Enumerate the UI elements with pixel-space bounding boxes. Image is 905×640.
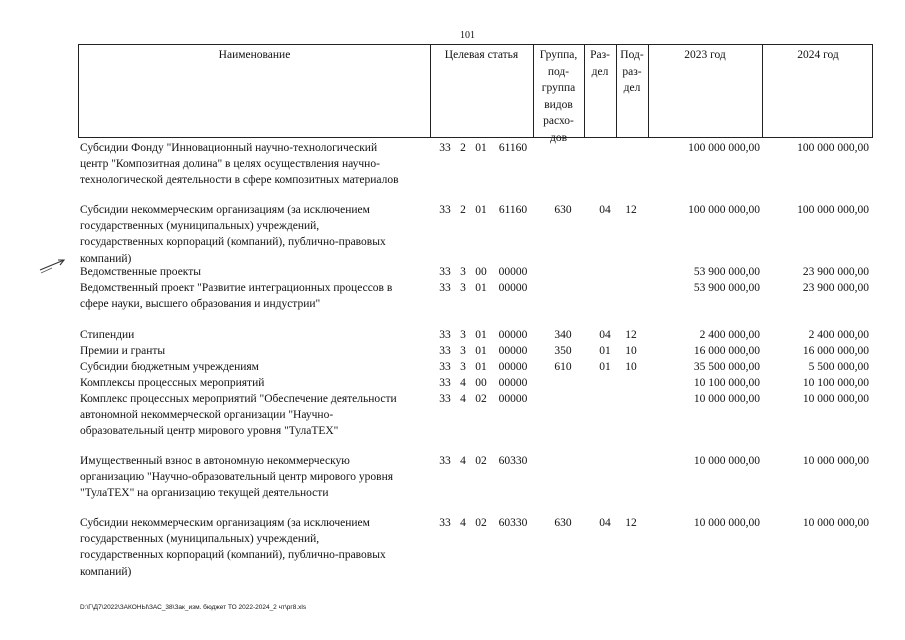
header-line: дов [549,131,568,144]
cell-c2: 3 [460,329,466,341]
row-name-line: технологической деятельности в сфере композитных материалов [80,174,399,187]
cell-v2024: 23 900 000,00 [802,282,869,294]
row-name-line: образовательный центр мирового уровня "ТулаТЕХ" [80,425,339,438]
row-name-line: организацию "Научно-образовательный центр мирового уровня [80,471,394,484]
cell-c4: 00000 [498,282,528,294]
cell-c3: 00 [475,377,487,389]
row-name-line: Ведомственный проект "Развитие интеграционных процессов в [80,282,393,294]
cell-c4: 60330 [498,455,528,467]
cell-c2: 4 [460,377,466,389]
cell-v2024: 16 000 000,00 [802,345,869,357]
cell-c1: 33 [439,142,451,154]
cell-sec: 01 [599,345,611,357]
cell-c3: 00 [475,266,487,278]
cell-c3: 01 [475,329,487,341]
cell-sub: 12 [625,204,637,216]
header-line: под- [547,65,570,78]
header-line: дел [623,82,641,94]
cell-c1: 33 [439,329,451,341]
row-name-line: государственных корпораций (компаний), публично-правовых [80,236,386,249]
cell-c4: 00000 [498,393,528,405]
cell-c2: 3 [460,282,466,294]
cell-c2: 3 [460,266,466,278]
cell-v2023: 35 500 000,00 [693,361,760,373]
cell-v2024: 23 900 000,00 [802,266,869,278]
row-name-line: компаний) [80,565,132,578]
cell-sub: 12 [625,517,637,529]
row-name-line: государственных (муниципальных) учреждений, [80,220,320,233]
cell-c1: 33 [439,204,451,216]
cell-v2024: 10 000 000,00 [802,455,869,467]
cell-v2024: 10 000 000,00 [802,517,869,529]
cell-v2023: 10 000 000,00 [693,393,760,405]
cell-c3: 02 [475,517,487,529]
cell-v2023: 16 000 000,00 [693,345,760,357]
header-section [584,47,616,80]
row-name-line: "ТулаТЕХ" на организацию текущей деятельности [80,487,329,500]
cell-c1: 33 [439,455,451,467]
row-name-line: государственных корпораций (компаний), публично-правовых [80,549,386,562]
header-line: дел [591,65,609,78]
cell-v2023: 53 900 000,00 [693,282,760,294]
cell-sub: 12 [625,329,637,341]
header-line: группа [541,82,576,94]
header-line: Группа, [539,49,578,61]
row-name-line: центр "Композитная долина" в целях осуществления научно- [80,158,380,171]
row-name-line: Субсидии Фонду "Инновационный научно-технологический [80,142,378,154]
cell-sec: 01 [599,361,611,373]
cell-c2: 3 [460,361,466,373]
cell-c1: 33 [439,517,451,529]
header-2023: 2023 год [684,49,726,61]
cell-v2023: 10 000 000,00 [693,455,760,467]
cell-grp: 630 [554,517,572,529]
cell-c2: 4 [460,455,466,467]
cell-c4: 61160 [498,142,528,154]
cell-v2023: 53 900 000,00 [693,266,760,278]
cell-grp: 610 [554,361,572,373]
cell-c4: 00000 [498,329,528,341]
cell-c4: 61160 [498,204,528,216]
cell-c4: 00000 [498,361,528,373]
cell-v2024: 10 000 000,00 [802,393,869,405]
cell-c2: 3 [460,345,466,357]
cell-c3: 01 [475,142,487,154]
cell-c2: 4 [460,393,466,405]
cell-grp: 340 [554,329,572,341]
handwritten-arrow-icon [38,254,68,276]
cell-grp: 350 [554,345,572,357]
cell-c1: 33 [439,345,451,357]
header-subsection [616,47,648,97]
cell-c4: 00000 [498,345,528,357]
header-group [533,47,584,146]
row-name-line: Имущественный взнос в автономную некоммерческую [80,455,350,467]
cell-v2024: 5 500 000,00 [808,361,869,373]
cell-c3: 02 [475,393,487,405]
cell-c4: 00000 [498,266,528,278]
cell-c3: 01 [475,282,487,294]
row-name-line: Субсидии бюджетным учреждениям [80,361,259,373]
cell-c2: 4 [460,517,466,529]
cell-sub: 10 [625,361,637,373]
cell-c2: 2 [460,142,466,154]
header-line: видов [544,98,573,111]
row-name-line: Комплекс процессных мероприятий "Обеспечение деятельности [80,393,397,405]
cell-grp: 630 [554,204,572,216]
cell-c4: 60330 [498,517,528,529]
header-target: Целевая статья [444,49,519,61]
cell-c1: 33 [439,266,451,278]
cell-sub: 10 [625,345,637,357]
cell-c1: 33 [439,393,451,405]
cell-c1: 33 [439,361,451,373]
header-2024: 2024 год [797,49,839,61]
cell-v2023: 10 000 000,00 [693,517,760,529]
cell-sec: 04 [599,329,611,341]
cell-sec: 04 [599,517,611,529]
cell-c3: 02 [475,455,487,467]
header-line: Под- [620,49,644,61]
cell-v2024: 10 100 000,00 [802,377,869,389]
row-name-line: Субсидии некоммерческим организациям (за исключением [80,204,370,216]
file-path-footer: D:\Г\Д7\2022\ЗАКОНЫ\ЗАС_38\Зак_изм. бюджет ТО 2022-2024_2 чт\рг8.xls [80,604,307,611]
cell-v2024: 100 000 000,00 [797,204,869,216]
cell-c1: 33 [439,377,451,389]
row-name-line: автономной некоммерческой организации "Научно- [80,409,334,422]
header-name: Наименование [218,49,291,61]
row-name-line: Комплексы процессных мероприятий [80,377,265,389]
cell-v2023: 2 400 000,00 [699,329,760,341]
row-name-line: государственных (муниципальных) учреждений, [80,533,320,546]
cell-c2: 2 [460,204,466,216]
cell-sec: 04 [599,204,611,216]
row-name-line: Премии и гранты [80,345,166,357]
cell-v2023: 100 000 000,00 [688,204,760,216]
header-line: расхо- [543,115,574,127]
row-name-line: Субсидии некоммерческим организациям (за исключением [80,517,370,529]
header-line: раз- [622,65,642,78]
header-line: Раз- [590,49,610,61]
table-header [78,44,873,144]
cell-v2023: 10 100 000,00 [693,377,760,389]
page-number: 101 [460,30,475,41]
cell-c3: 01 [475,204,487,216]
cell-v2024: 2 400 000,00 [808,329,869,341]
cell-c3: 01 [475,361,487,373]
row-name-line: Ведомственные проекты [80,266,201,278]
row-name-line: сфере науки, высшего образования и индустрии" [80,298,321,311]
row-name-line: Стипендии [80,329,135,341]
cell-c3: 01 [475,345,487,357]
cell-c1: 33 [439,282,451,294]
row-name-line: компаний) [80,252,132,265]
cell-c4: 00000 [498,377,528,389]
cell-v2024: 100 000 000,00 [797,142,869,154]
cell-v2023: 100 000 000,00 [688,142,760,154]
